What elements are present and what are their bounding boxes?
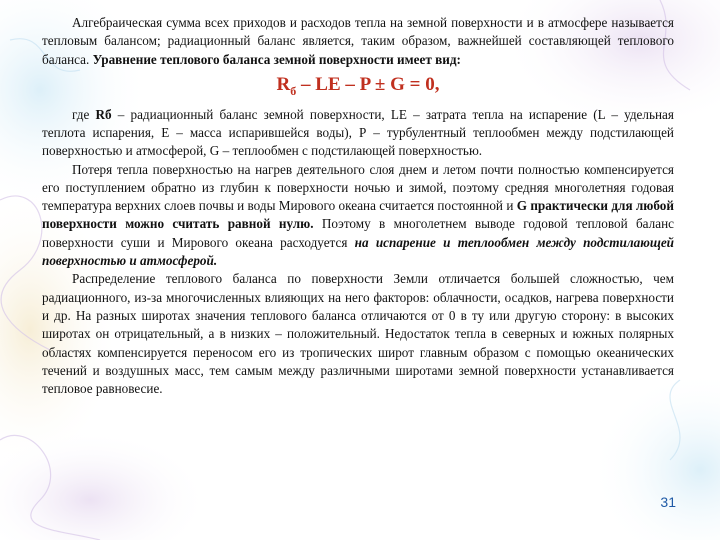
document-body xyxy=(42,14,674,398)
paragraph-heat-loss: Потеря тепла поверхностью на нагрев деятельного слоя днем и летом почти полностью компенсируется его поступлением обратно из глубин к поверхности ночью и зимой, поэтому средняя многолетняя годовая температура верхних слоев почвы и воды Мирового океана считается постоянной и G практически для любой поверхности можно считать равной нулю. Поэтому в многолетнем выводе годовой тепловой баланс поверхности суши и Мирового океана расходуется на испарение и теплообмен между подстилающей поверхностью и атмосферой. xyxy=(42,161,675,269)
heat-balance-formula: $R_б$ – LE – P ± G = 0, xyxy=(276,73,440,98)
equation-intro-bold: Уравнение теплового баланса земной поверхности имеет вид: xyxy=(92,51,461,67)
paragraph-definitions: где Rб – радиационный баланс земной поверхности, LE – затрата тепла на испарение (L – удельная теплота испарения, Е – масса испарившейся воды), Р – турбулентный теплообмен между подстилающей поверхностью и атмосферой, G – теплообмен с подстилающей поверхностью. xyxy=(42,106,674,159)
paragraph-distribution: Распределение теплового баланса по поверхности Земли отличается большей сложностью, чем радиационного, из-за многочисленных влияющих на него факторов: облачности, осадков, нагрева поверхности и др. На разных широтах значения теплового баланса отличаются от 0 в ту или другую сторону: в высоких широтах он отрицательный, а в низких – положительный. Недостаток тепла в северных и южных полярных областях компенсируется переносом его из тропических широт главным образом с помощью океанических течений и воздушных масс, тем самым между различными широтами земной поверхности устанавливается тепловое равновесие. xyxy=(42,271,674,397)
paragraph-intro: Алгебраическая сумма всех приходов и расходов тепла на земной поверхности и в атмосфере называется тепловым балансом; радиационный баланс является, таким образом, важнейшей составляющей теплового баланса. Уравнение теплового баланса земной поверхности имеет вид: xyxy=(42,15,674,67)
page-number: 31 xyxy=(660,494,676,510)
